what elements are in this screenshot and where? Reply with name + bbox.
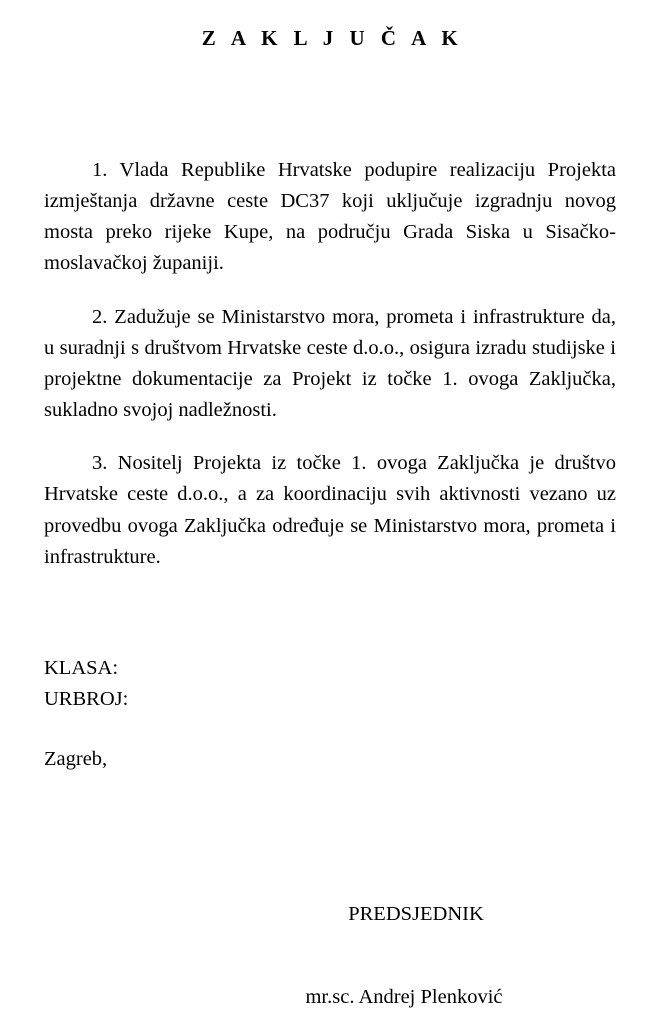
signatory-name: mr.sc. Andrej Plenković [305,986,503,1009]
page-title: Z A K L J U Č A K [201,26,464,50]
paragraph-3: 3. Nositelj Projekta iz točke 1. ovoga Zaključka je društvo Hrvatske ceste d.o.o., a za koordinaciju svih aktivnosti vezano uz provedbu ovoga Zaključka određuje se Ministarstvo mora, prometa i infrastrukture. [44,452,616,568]
paragraph-1: 1. Vlada Republike Hrvatske podupire realizaciju Projekta izmještanja državne ceste DC37 koji uključuje izgradnju novog mosta preko rijeke Kupe, na području Grada Siska u Sisačko-moslavačkoj županiji. [44,159,616,275]
signature-block [44,903,616,1009]
document-reference-block [44,653,616,775]
klasa-label: KLASA: [44,656,119,679]
paragraph-2: 2. Zadužuje se Ministarstvo mora, prometa i infrastrukture da, u suradnji s društvom Hrvatske ceste d.o.o., osigura izradu studijske i projektne dokumentacije za Projekt iz točke 1. ovoga Zaključka, sukladno svojoj nadležnosti. [44,305,616,422]
signatory-role: PREDSJEDNIK [348,903,484,926]
urbroj-label: URBROJ: [44,687,129,710]
place-date-line: Zagreb, [44,748,108,771]
document-body [44,155,616,573]
